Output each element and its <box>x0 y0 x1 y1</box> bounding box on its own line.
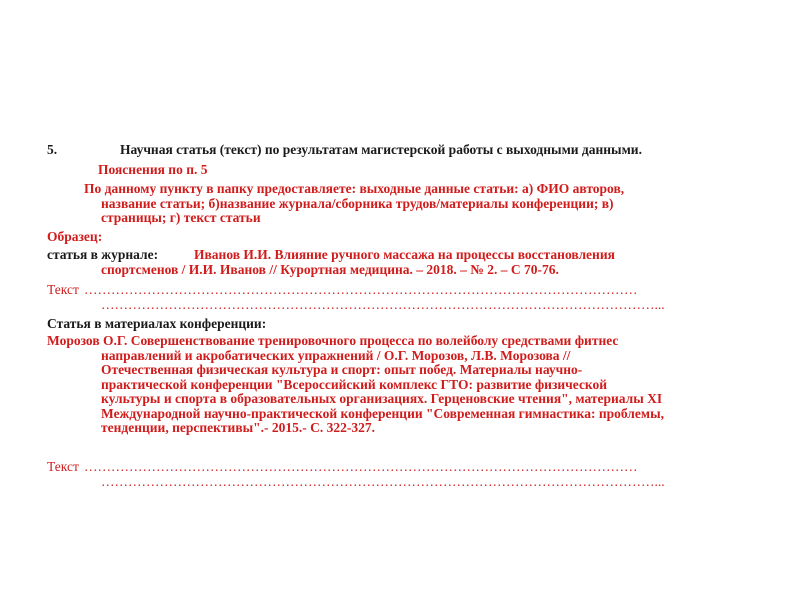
text-dots-line-1: …………………………………………………………………………………………………………… <box>84 282 638 297</box>
item-title: Научная статья (текст) по результатам магистерской работы с выходными данными. <box>120 142 642 157</box>
explanation-line-3: страницы; г) текст статьи <box>101 210 261 225</box>
text-dots-line-3: …………………………………………………………………………………………………………… <box>84 459 638 474</box>
conference-reference-line-1: Морозов О.Г. Совершенствование тренировочного процесса по волейболу средствами фитнес <box>47 333 619 348</box>
conference-reference-line-6: Международной научно-практической конференции "Современная гимнастика: проблемы, <box>101 406 664 421</box>
explanation-line-1: По данному пункту в папку предоставляете: выходные данные статьи: а) ФИО авторов, <box>84 181 625 196</box>
conference-reference-line-7: тенденции, перспективы".- 2015.- С. 322-327. <box>101 420 376 435</box>
sample-label: Образец: <box>47 229 103 244</box>
text-dots-line-2: ……………………………………………………………………………………………………………... <box>101 297 665 312</box>
explanation-line-2: название статьи; б)название журнала/сборника трудов/материалы конференции; в) <box>101 196 614 211</box>
journal-prefix: статья в журнале: <box>47 247 159 262</box>
conference-reference-line-3: Отечественная физическая культура и спорт: опыт побед. Материалы научно- <box>101 362 583 377</box>
text-label-2: Текст <box>47 459 79 474</box>
conference-reference-line-2: направлений и акробатических упражнений / О.Г. Морозов, Л.В. Морозова // <box>101 348 571 363</box>
conference-heading: Статья в материалах конференции: <box>47 316 267 331</box>
text-label: Текст <box>47 282 79 297</box>
explanation-heading: Пояснения по п. 5 <box>98 162 208 177</box>
journal-reference-line-2: спортсменов / И.И. Иванов // Курортная медицина. – 2018. – № 2. – С 70-76. <box>101 262 559 277</box>
text-dots-line-4: ……………………………………………………………………………………………………………... <box>101 474 665 489</box>
conference-reference-line-5: культуры и спорта в образовательных организациях. Герценовские чтения", материалы XI <box>101 391 663 406</box>
journal-reference-line-1: Иванов И.И. Влияние ручного массажа на процессы восстановления <box>194 247 615 262</box>
conference-reference-line-4: практической конференции "Всероссийский комплекс ГТО: развитие физической <box>101 377 608 392</box>
item-number: 5. <box>47 142 58 157</box>
